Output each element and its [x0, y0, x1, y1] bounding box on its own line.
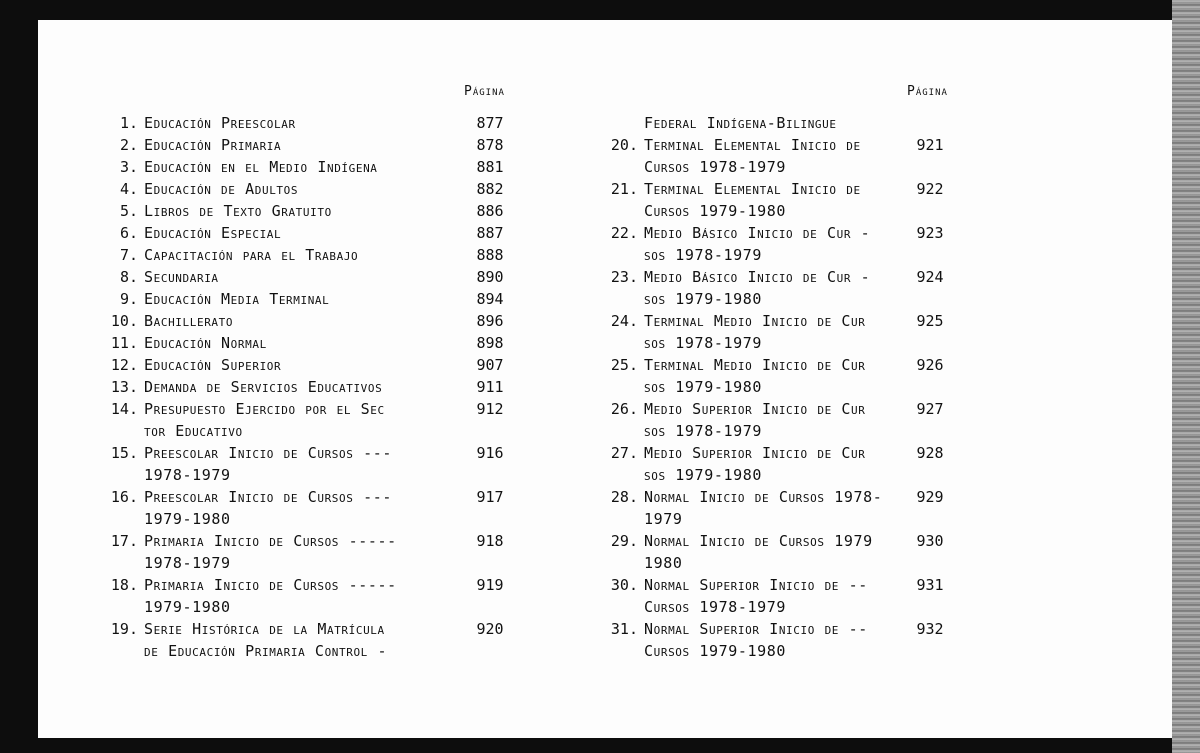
entry-number: 16. — [110, 488, 138, 506]
toc-entries-right — [604, 112, 966, 662]
entry-number: 1. — [119, 114, 138, 132]
entry-page: 929 — [916, 488, 944, 506]
entry-page: 932 — [916, 620, 944, 638]
toc-entry — [104, 288, 552, 310]
toc-entry — [604, 266, 966, 310]
toc-entry-continuation — [604, 112, 966, 134]
toc-entry — [104, 618, 552, 662]
entry-page: 912 — [476, 400, 504, 418]
entry-title: Medio Básico Inicio de Cur - sos 1979-1980 — [644, 268, 871, 308]
entry-page: 878 — [476, 136, 504, 154]
entry-number: 23. — [610, 268, 638, 286]
entry-title: Educación en el Medio Indígena — [144, 158, 378, 176]
entry-page: 924 — [916, 268, 944, 286]
toc-entry — [104, 200, 552, 222]
toc-entries-left — [104, 112, 552, 662]
toc-entry — [104, 178, 552, 200]
toc-entry — [604, 398, 966, 442]
entry-number: 10. — [110, 312, 138, 330]
entry-number: 24. — [610, 312, 638, 330]
entry-page: 888 — [476, 246, 504, 264]
entry-page: 921 — [916, 136, 944, 154]
entry-page: 926 — [916, 356, 944, 374]
entry-title: Educación Superior — [144, 356, 282, 374]
entry-title: Terminal Medio Inicio de Cur sos 1978-1979 — [644, 312, 866, 352]
entry-number: 11. — [110, 334, 138, 352]
entry-page: 907 — [476, 356, 504, 374]
toc-entry — [104, 530, 552, 574]
toc-entry — [604, 178, 966, 222]
toc-entry — [104, 574, 552, 618]
entry-title: Normal Superior Inicio de -- Cursos 1979-1980 — [644, 620, 868, 660]
entry-number: 26. — [610, 400, 638, 418]
toc-entry — [104, 442, 552, 486]
toc-entry — [104, 354, 552, 376]
entry-page: 882 — [476, 180, 504, 198]
entry-number: 15. — [110, 444, 138, 462]
toc-entry — [104, 310, 552, 332]
entry-title: Libros de Texto Gratuito — [144, 202, 332, 220]
entry-title: Capacitación para el Trabajo — [144, 246, 359, 264]
entry-title: Preescolar Inicio de Cursos --- 1978-1979 — [144, 444, 392, 484]
entry-page: 916 — [476, 444, 504, 462]
toc-entry — [604, 530, 966, 574]
entry-title: Medio Superior Inicio de Cur sos 1978-1979 — [644, 400, 866, 440]
entry-page: 928 — [916, 444, 944, 462]
entry-title: Medio Superior Inicio de Cur sos 1979-1980 — [644, 444, 866, 484]
entry-page: 898 — [476, 334, 504, 352]
entry-page: 887 — [476, 224, 504, 242]
entry-title: Normal Superior Inicio de -- Cursos 1978-1979 — [644, 576, 868, 616]
entry-title: Educación de Adultos — [144, 180, 299, 198]
entry-continuation-text: Federal Indígena-Bilingue — [644, 114, 837, 132]
scan-edge — [1172, 0, 1200, 753]
entry-title: Terminal Elemental Inicio de Cursos 1979-1980 — [644, 180, 861, 220]
entry-title: Normal Inicio de Cursos 1979 1980 — [644, 532, 873, 572]
entry-number: 12. — [110, 356, 138, 374]
entry-title: Secundaria — [144, 268, 219, 286]
entry-page: 920 — [476, 620, 504, 638]
entry-page: 877 — [476, 114, 504, 132]
entry-title: Terminal Elemental Inicio de Cursos 1978-1979 — [644, 136, 861, 176]
entry-page: 911 — [476, 378, 504, 396]
entry-page: 881 — [476, 158, 504, 176]
entry-number: 29. — [610, 532, 638, 550]
toc-entry — [104, 156, 552, 178]
entry-title: Educación Preescolar — [144, 114, 296, 132]
toc-entry — [104, 486, 552, 530]
entry-page: 919 — [476, 576, 504, 594]
entry-number: 28. — [610, 488, 638, 506]
page-column-header: Página — [464, 84, 505, 99]
entry-number: 30. — [610, 576, 638, 594]
entry-title: Demanda de Servicios Educativos — [144, 378, 383, 396]
entry-title: Educación Media Terminal — [144, 290, 330, 308]
entry-title: Educación Primaria — [144, 136, 282, 154]
entry-number: 5. — [119, 202, 138, 220]
entry-number: 2. — [119, 136, 138, 154]
entry-page: 896 — [476, 312, 504, 330]
entry-title: Presupuesto Ejercido por el Sec tor Educativo — [144, 400, 385, 440]
toc-entry — [104, 222, 552, 244]
toc-entry — [604, 618, 966, 662]
entry-page: 922 — [916, 180, 944, 198]
toc-entry — [104, 332, 552, 354]
entry-number: 3. — [119, 158, 138, 176]
entry-title: Bachillerato — [144, 312, 234, 330]
entry-page: 930 — [916, 532, 944, 550]
entry-number: 17. — [110, 532, 138, 550]
entry-page: 894 — [476, 290, 504, 308]
entry-number: 25. — [610, 356, 638, 374]
entry-page: 918 — [476, 532, 504, 550]
entry-page: 923 — [916, 224, 944, 242]
toc-entry — [104, 112, 552, 134]
entry-number: 8. — [119, 268, 138, 286]
entry-page: 890 — [476, 268, 504, 286]
entry-title: Educación Especial — [144, 224, 282, 242]
entry-title: Primaria Inicio de Cursos ----- 1979-1980 — [144, 576, 397, 616]
entry-number: 9. — [119, 290, 138, 308]
entry-page: 917 — [476, 488, 504, 506]
entry-number: 18. — [110, 576, 138, 594]
toc-entry — [604, 442, 966, 486]
entry-title: Medio Básico Inicio de Cur - sos 1978-1979 — [644, 224, 871, 264]
entry-number: 6. — [119, 224, 138, 242]
toc-entry — [604, 310, 966, 354]
document-page — [38, 20, 1172, 738]
entry-number: 21. — [610, 180, 638, 198]
toc-entry — [104, 266, 552, 288]
entry-number: 31. — [610, 620, 638, 638]
entry-number: 4. — [119, 180, 138, 198]
entry-title: Serie Histórica de la Matrícula de Educación Primaria Control - — [144, 620, 388, 660]
toc-entry — [604, 134, 966, 178]
entry-title: Preescolar Inicio de Cursos --- 1979-1980 — [144, 488, 392, 528]
toc-entry — [104, 376, 552, 398]
entry-number: 7. — [119, 246, 138, 264]
page-column-header: Página — [907, 84, 948, 99]
toc-entry — [604, 486, 966, 530]
entry-number: 22. — [610, 224, 638, 242]
entry-number: 13. — [110, 378, 138, 396]
toc-entry — [604, 222, 966, 266]
entry-page: 927 — [916, 400, 944, 418]
toc-entry — [104, 134, 552, 156]
entry-number: 20. — [610, 136, 638, 154]
toc-entry — [104, 398, 552, 442]
entry-title: Normal Inicio de Cursos 1978- 1979 — [644, 488, 883, 528]
entry-title: Terminal Medio Inicio de Cur sos 1979-1980 — [644, 356, 866, 396]
entry-page: 931 — [916, 576, 944, 594]
toc-entry — [604, 574, 966, 618]
toc-entry — [104, 244, 552, 266]
toc-entry — [604, 354, 966, 398]
entry-title: Primaria Inicio de Cursos ----- 1978-1979 — [144, 532, 397, 572]
entry-number: 19. — [110, 620, 138, 638]
entry-number: 27. — [610, 444, 638, 462]
entry-page: 925 — [916, 312, 944, 330]
entry-page: 886 — [476, 202, 504, 220]
entry-title: Educación Normal — [144, 334, 267, 352]
entry-number: 14. — [110, 400, 138, 418]
